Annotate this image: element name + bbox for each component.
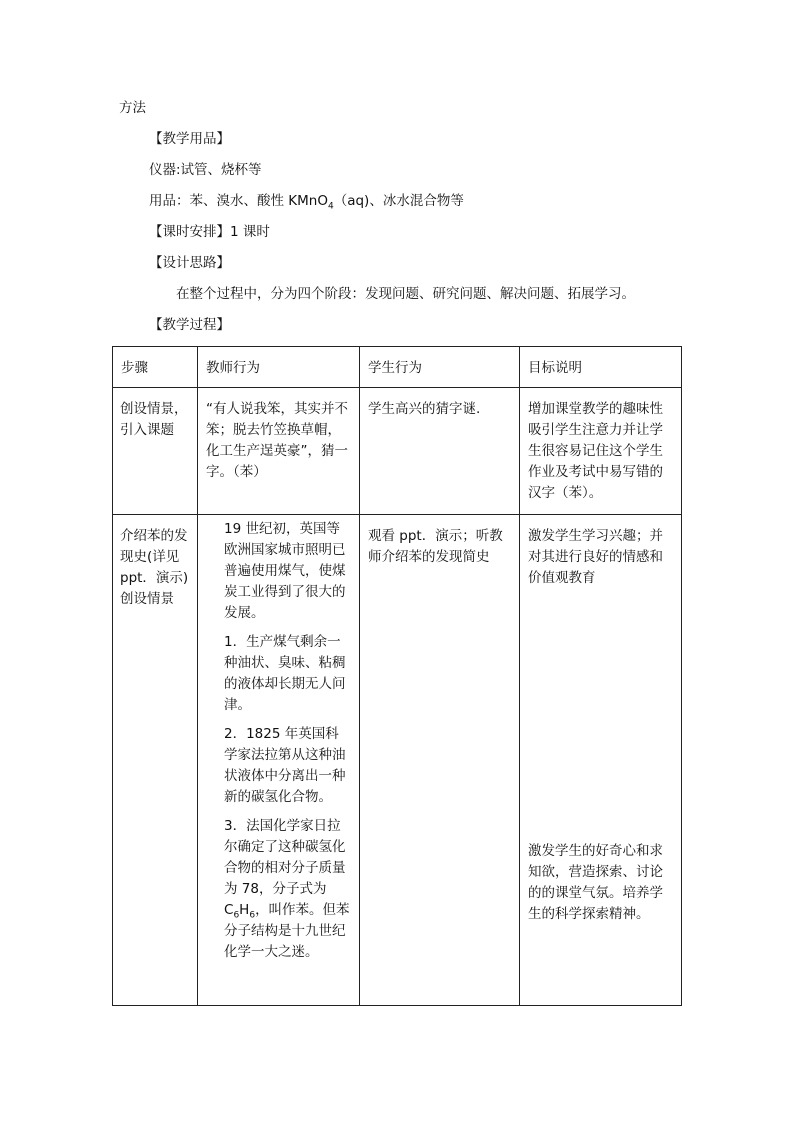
step-cell: 介绍苯的发现史(详见 ppt．演示)创设情景: [113, 515, 198, 1006]
header-student: 学生行为: [360, 347, 520, 388]
goal-cell: 增加课堂教学的趣味性吸引学生注意力并让学生很容易记住这个学生作业及考试中易写错的汉字（苯）。: [520, 388, 682, 515]
goal-text-1: 激发学生学习兴趣；并对其进行良好的情感和价值观教育: [528, 528, 663, 586]
table-header-row: [113, 347, 682, 388]
method-text: 方法: [119, 100, 146, 116]
supplies-text-b: （aq)、冰水混合物等: [333, 193, 464, 209]
supplies-subscript: 4: [327, 201, 334, 212]
design-paragraph: 在整个过程中，分为四个阶段：发现问题、研究问题、解决问题、拓展学习。: [176, 286, 635, 302]
student-cell: 观看 ppt．演示；听教师介绍苯的发现简史: [360, 515, 520, 1006]
goal-text-2: 激发学生的好奇心和求知欲，营造探索、讨论的的课堂气氛。培养学生的科学探索精神。: [528, 843, 663, 922]
table-row: [113, 515, 682, 1006]
header-teacher: 教师行为: [198, 347, 360, 388]
teacher-paragraph-3: 2．1825 年英国科学家法拉第从这种油状液体中分离出一种新的碳氢化合物。: [224, 726, 346, 805]
teacher-paragraph-4: 3．法国化学家日拉尔确定了这种碳氢化合物的相对分子质量为 78，分子式为 $C_6H_6$，叫作苯。但苯分子结构是十九世纪化学一大之迷。: [224, 818, 350, 960]
design-heading: 【设计思路】: [149, 255, 230, 271]
teacher-cell: “有人说我笨，其实并不笨；脱去竹笠换草帽，化工生产逞英豪”，猜一字。（苯）: [198, 388, 360, 515]
teacher-cell: [198, 515, 360, 1006]
table-row: [113, 388, 682, 515]
instruments-line: 仪器:试管、烧杯等: [149, 162, 262, 178]
supplies-line: [149, 192, 464, 210]
step-cell: 创设情景，引入课题: [113, 388, 198, 515]
teacher-paragraph-2: 1．生产煤气剩余一种油状、臭味、粘稠的液体却长期无人问津。: [224, 634, 346, 713]
process-heading: 【教学过程】: [149, 317, 230, 333]
teaching-process-table: [112, 346, 682, 1006]
schedule-line: 【课时安排】1 课时: [149, 224, 270, 240]
header-goal: 目标说明: [520, 347, 682, 388]
header-step: 步骤: [113, 347, 198, 388]
teacher-paragraph-1: 19 世纪初，英国等欧洲国家城市照明已普遍使用煤气，使煤炭工业得到了很大的发展。: [224, 521, 346, 621]
student-cell: 学生高兴的猜字谜.: [360, 388, 520, 515]
supplies-text-a: 用品：苯、溴水、酸性 KMnO: [149, 193, 328, 209]
teaching-items-heading: 【教学用品】: [149, 131, 230, 147]
goal-cell: [520, 515, 682, 1006]
